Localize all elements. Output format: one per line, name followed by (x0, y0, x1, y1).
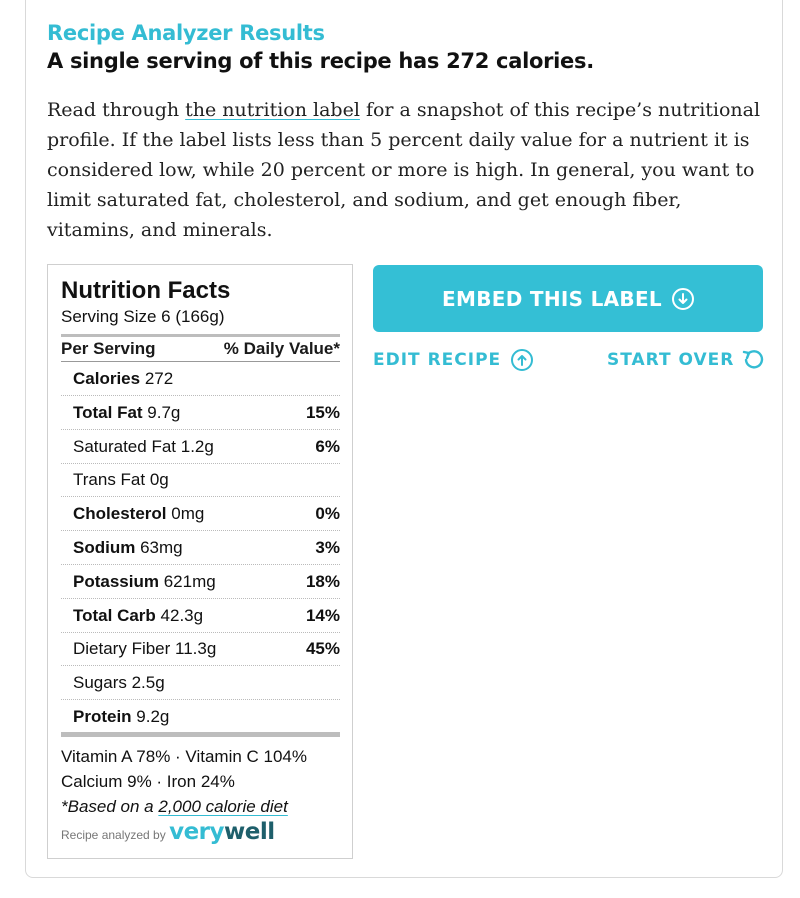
nutrient-name (73, 504, 204, 524)
nutrient-row (61, 497, 340, 531)
calorie-diet-link[interactable]: 2,000 calorie diet (158, 797, 288, 816)
nutrient-daily-value: 15% (305, 402, 340, 422)
edit-recipe-button[interactable] (373, 349, 533, 371)
nutrient-amount: 11.3g (170, 639, 217, 659)
nutrition-facts-label (47, 264, 353, 859)
nutrient-row (61, 565, 340, 599)
nutrient-label: Sugars (73, 673, 127, 693)
nutrient-row (61, 396, 340, 430)
nutrient-name (73, 639, 216, 659)
nutrient-name (73, 437, 214, 457)
intro-paragraph (47, 95, 772, 245)
nutrient-label: Trans Fat (73, 470, 146, 490)
nutrient-name (73, 673, 165, 693)
label-divider-bottom (61, 732, 340, 737)
nutrient-label: Total Fat (73, 402, 143, 422)
embed-label-button[interactable] (373, 265, 763, 332)
nutrient-label: Protein (73, 707, 132, 726)
nutrient-name (73, 403, 180, 423)
nutrient-row (61, 430, 340, 464)
analyzed-by (61, 819, 275, 845)
nutrient-daily-value: 6% (315, 436, 340, 456)
nutrient-amount: 9.2g (131, 707, 170, 726)
logo-well: well (224, 819, 275, 845)
footnote-text: *Based on a (61, 797, 159, 816)
analyzed-by-text: Recipe analyzed by (61, 828, 170, 842)
intro-text-end: for a snapshot of this recipe’s nutritional profile. If the label lists less than 5 percent daily value for a nutrient it is considered low, while 20 percent or more is high. In general, you want to limit saturated fat, cholesterol, and sodium, and get enough fiber, vitamins, and minerals. (47, 99, 761, 241)
calories-headline: A single serving of this recipe has 272 calories. (47, 49, 594, 73)
nutrient-row (61, 531, 340, 565)
nutrient-label: Sodium (73, 538, 136, 557)
edit-recipe-text: EDIT RECIPE (373, 350, 502, 370)
nutrient-amount: 272 (140, 369, 174, 388)
nutrient-name (73, 470, 169, 490)
nutrient-amount: 1.2g (176, 436, 214, 456)
start-over-text: START OVER (607, 350, 735, 370)
download-circle-icon (672, 288, 694, 310)
vitamins-line-1: Vitamin A 78% · Vitamin C 104% (61, 747, 308, 766)
nutrient-daily-value: 18% (305, 571, 340, 591)
nutrient-label: Total Carb (73, 605, 156, 625)
section-eyebrow: Recipe Analyzer Results (47, 21, 325, 45)
nutrient-label: Potassium (73, 571, 159, 591)
nutrient-label: Dietary Fiber (73, 639, 171, 659)
per-serving-header (61, 339, 340, 361)
nutrient-name (73, 538, 183, 558)
serving-size: Serving Size 6 (166g) (61, 307, 225, 326)
verywell-logo[interactable] (169, 819, 275, 845)
nutrient-row (61, 666, 340, 700)
nutrient-name (73, 369, 173, 389)
nutrient-amount: 2.5g (126, 673, 165, 693)
nutrient-amount: 42.3g (155, 605, 204, 625)
nutrient-row (61, 599, 340, 633)
label-divider-top (61, 334, 340, 337)
nutrient-daily-value: 45% (305, 639, 340, 659)
embed-label-text: EMBED THIS LABEL (442, 286, 662, 311)
nutrient-label: Calories (73, 369, 141, 388)
nutrient-row (61, 463, 340, 497)
nutrient-amount: 63mg (135, 538, 183, 557)
nutrient-name (73, 606, 203, 626)
refresh-icon (742, 349, 764, 371)
start-over-button[interactable] (607, 349, 764, 371)
daily-value-footnote (61, 797, 288, 817)
vitamins-line-2: Calcium 9% · Iron 24% (61, 772, 235, 791)
daily-value-label: % Daily Value* (223, 339, 340, 358)
label-title: Nutrition Facts (61, 277, 231, 304)
nutrient-amount: 0mg (166, 504, 205, 524)
per-serving-label: Per Serving (61, 339, 156, 358)
nutrient-label: Saturated Fat (73, 436, 177, 456)
nutrient-name (73, 572, 216, 592)
nutrient-daily-value: 3% (315, 538, 340, 557)
nutrient-daily-value: 14% (305, 605, 340, 625)
logo-very: very (169, 819, 225, 845)
nutrient-name (73, 707, 169, 727)
nutrient-row (61, 632, 340, 666)
intro-text-start: Read through (47, 99, 186, 121)
upload-circle-icon (511, 349, 533, 371)
nutrient-row (61, 700, 340, 733)
nutrition-label-link[interactable]: the nutrition label (185, 99, 360, 121)
nutrient-row (61, 362, 340, 396)
nutrient-amount: 9.7g (142, 402, 181, 422)
nutrient-amount: 0g (145, 470, 169, 490)
nutrient-amount: 621mg (158, 571, 216, 591)
nutrient-label: Cholesterol (73, 504, 167, 524)
nutrient-daily-value: 0% (315, 504, 340, 524)
